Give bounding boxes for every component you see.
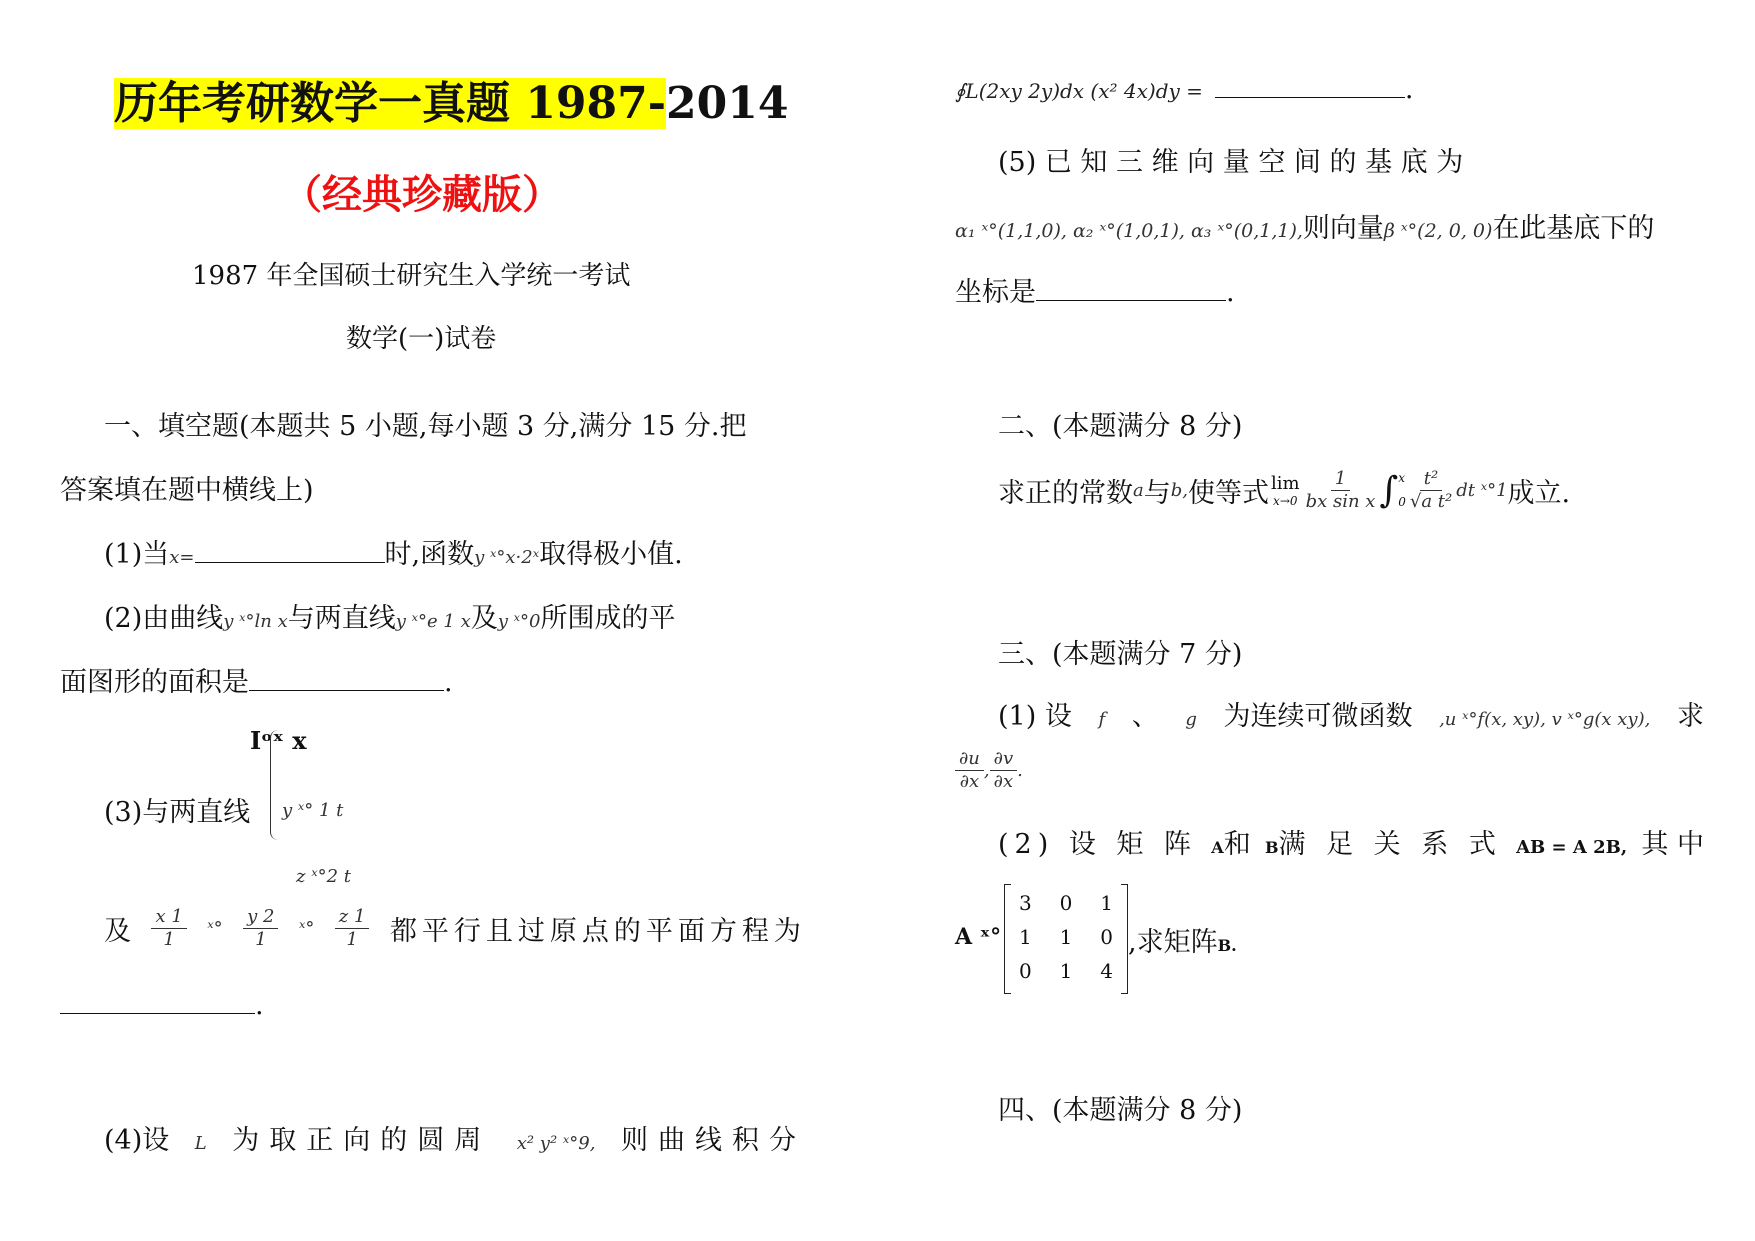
matrix-row-1 [1005,886,1127,920]
q3-frac-z-num: z 1 [335,906,370,929]
q2-line1: y ˣ°e 1 x [395,611,471,632]
matrix-cell: 1 [1059,959,1073,983]
sec3-q2-vars [1211,822,1250,861]
section2-question [998,466,1570,514]
q1-text-a: (1)当 [104,539,170,570]
q4-text-c: 则曲线积分 [620,1125,806,1156]
exam-subtitle: 数学(一)试卷 [346,324,497,354]
sec2-frac1-den: bx sin x [1305,490,1376,512]
matrix-A [1004,884,1128,994]
q2-text-e: 面图形的面积是 [60,667,249,698]
sec3-uv-def: ,u ˣ°f(x, xy), v ˣ°g(x xy), [1439,709,1651,730]
question-2-cont [60,660,453,699]
sec3-sep: 、 [1131,701,1159,732]
question-5: (5) 已 知 三 维 向 量 空 间 的 基 底 为 [998,147,1464,178]
section3-q1-derivs [955,748,1023,793]
q3-period: . [255,990,264,1021]
main-title-year: 2014 [666,78,789,129]
sec3-comma: , [983,760,990,781]
main-title [114,76,789,132]
sec3-deriv-v-num: ∂v [990,748,1017,771]
q3-frac-y-den: 1 [255,929,267,950]
question-3-cont [60,990,264,1021]
q4-integral: ∮L(2xy 2y)dx (x² 4x)dy = [955,79,1203,103]
section3-q1 [998,694,1704,733]
sec2-var-b: b, [1170,479,1188,501]
sec3-q1-text-a: (1) 设 [998,701,1072,732]
q2-text-d: 所围成的平 [540,603,676,634]
sec3-period: . [1017,760,1023,781]
q2-line2: y ˣ°0 [497,611,541,632]
q4-period: . [1404,74,1414,105]
sec2-limit [1271,473,1300,508]
matrix-cell: 4 [1100,959,1113,983]
q4-text-b: 为取正向的圆周 [232,1125,492,1156]
question-1 [104,532,683,571]
section1-heading-cont: 答案填在题中横线上) [60,475,314,506]
sec2-text-b: 与 [1143,477,1171,509]
q3-frac-x [151,906,186,951]
sec3-var-g: g [1185,709,1197,730]
q5-text-b: 在此基底下的 [1492,213,1655,244]
q3-text-c: 都平行且过原点的平面方程为 [389,916,806,947]
sec3-A-equals: A ˣ° [955,924,1002,950]
q4-var-L: L [194,1133,207,1154]
sec3-q1-text-c: 求 [1676,701,1704,732]
q3-system-line2: y ˣ° 1 t [282,800,344,821]
sec2-var-a: a [1133,479,1144,501]
q5-beta: β ˣ°(2, 0, 0) [1383,220,1493,242]
q3-system-line1: Iᵒˣ x [250,726,307,755]
sec3-and: 和 [1223,829,1251,860]
q5-answer-blank[interactable] [1036,278,1226,301]
sec2-int-upper: x [1398,471,1405,485]
q2-answer-blank[interactable] [249,668,444,691]
q3-sep2: ˣ° [298,918,315,939]
q1-answer-blank[interactable] [195,540,385,563]
q5-text-c: 坐标是 [955,277,1036,308]
question-3 [104,906,806,951]
sec3-var-f: f [1098,709,1106,730]
matrix-cell: 0 [1100,925,1113,949]
sec2-frac1-num: 1 [1331,468,1350,491]
q2-period: . [444,667,453,698]
q1-function: y ˣ°x·2ˣ [474,547,540,568]
section4-heading: 四、(本题满分 8 分) [998,1095,1243,1126]
q1-var: x [169,547,180,568]
main-title-highlight: 历年考研数学一真题 1987- [114,78,667,129]
q3-frac-x-num: x 1 [151,906,186,929]
question-4 [104,1118,806,1157]
q1-eq: = [179,547,195,568]
sec2-text-c: 使等式 [1187,477,1269,509]
q3-frac-y-num: y 2 [243,906,278,929]
sec2-text-d: 成立. [1507,477,1571,509]
sec2-frac2-den: √a t² [1409,490,1453,512]
q1-text-b: 时,函数 [384,539,475,570]
q3-system-line3: z ˣ°2 t [296,866,352,887]
q3-frac-z-den: 1 [346,929,358,950]
matrix-cell: 0 [1059,891,1073,915]
q3-text-a: (3)与两直线 [104,797,251,828]
sec2-integral-sign: ∫ [1379,469,1399,511]
sec3-q2-text-c: 其 中 [1641,829,1704,860]
matrix-cell: 3 [1018,891,1032,915]
section3-heading: 三、(本题满分 7 分) [998,639,1243,670]
sec3-matrix-B2: B. [1217,936,1237,955]
q3-text-b: 及 [104,916,131,947]
q5-text-a: 则向量 [1302,213,1384,244]
sec3-q2-vars2 [1265,822,1502,861]
sec3-relation: AB = A 2B, [1516,837,1628,858]
sec3-deriv-v [990,748,1017,793]
q3-frac-x-den: 1 [163,929,175,950]
matrix-row-3 [1005,954,1127,988]
sec3-deriv-u-num: ∂u [955,748,984,771]
sec3-matrix-B: B [1264,838,1279,857]
sec3-deriv-v-den: ∂x [993,771,1014,792]
q2-curve: y ˣ°ln x [223,611,288,632]
question-5-line2 [955,206,1654,245]
sec3-q2-text-b: 满 足 关 系 式 [1278,829,1502,860]
q3-frac-z [335,906,370,951]
sec2-lim: lim [1270,472,1300,494]
sec3-deriv-u [955,748,984,793]
section2-heading: 二、(本题满分 8 分) [998,411,1243,442]
question-5-line3 [955,270,1235,309]
subtitle: （经典珍藏版） [282,171,562,218]
q4-answer-blank[interactable] [1215,75,1405,98]
q2-text-a: (2)由曲线 [104,603,224,634]
sec2-frac2-num: t² [1420,468,1442,491]
sec2-integral-bounds [1398,466,1406,514]
matrix-cell: 0 [1018,959,1032,983]
matrix-row-2 [1005,920,1127,954]
q2-text-c: 及 [470,603,498,634]
sec2-lim-sub: x→0 [1273,493,1298,508]
q3-brace [270,730,281,840]
sec3-matrix-A: A [1211,838,1224,857]
sec2-frac1 [1302,468,1380,513]
q3-frac-y [243,906,278,951]
sec2-dt: dt ˣ°1 [1456,479,1508,501]
q1-text-c: 取得极小值. [539,539,683,570]
q3-sep1: ˣ° [207,918,223,939]
sec2-text-a: 求正的常数 [998,477,1133,509]
sec3-q2-text-a: (2) 设 矩 阵 [998,829,1197,860]
sec3-q2-text-d: ,求矩阵 [1128,927,1218,958]
sec2-frac2 [1406,468,1456,513]
q4-integral-row [955,74,1414,105]
question-2 [104,596,675,635]
q4-circle: x² y² ˣ°9, [516,1133,596,1154]
matrix-cell: 1 [1059,925,1073,949]
exam-title: 1987 年全国硕士研究生入学统一考试 [192,261,631,291]
q4-text-a: (4)设 [104,1125,170,1156]
section1-heading: 一、填空题(本题共 5 小题,每小题 3 分,满分 15 分.把 [104,411,747,442]
sec2-int-lower: 0 [1398,495,1406,509]
q3-answer-blank[interactable] [60,991,255,1014]
sec3-q1-text-b: 为连续可微函数 [1223,701,1413,732]
q5-period: . [1226,277,1235,308]
matrix-cell: 1 [1100,891,1113,915]
sec3-q2-end [1128,920,1237,959]
sec3-deriv-u-den: ∂x [959,771,980,792]
q2-text-b: 与两直线 [287,603,396,634]
matrix-cell: 1 [1018,925,1032,949]
section3-q2 [998,822,1704,861]
q5-basis-vectors: α₁ ˣ°(1,1,0), α₂ ˣ°(1,0,1), α₃ ˣ°(0,1,1), [955,220,1303,242]
